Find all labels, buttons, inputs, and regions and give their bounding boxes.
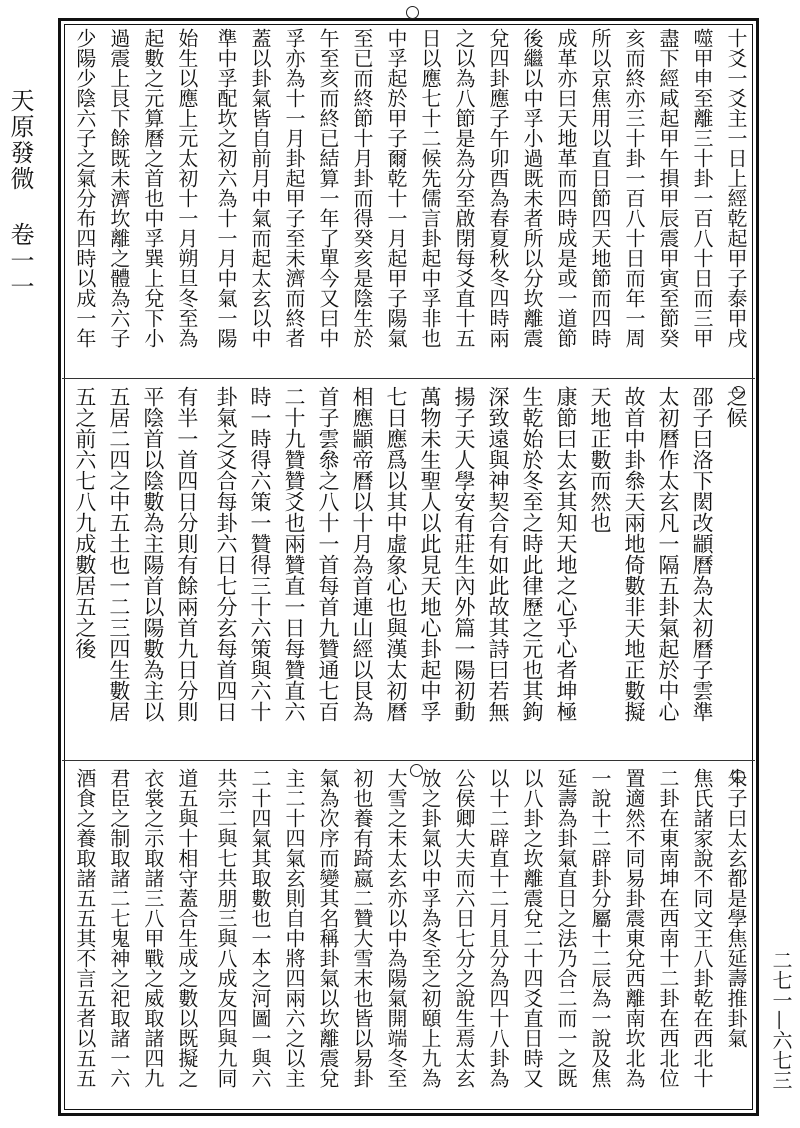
text-column: 相應顓帝曆以十月為首連山經以艮為 [350,386,374,722]
text-column: 之候 [724,386,748,428]
volume-label: 卷一一 [6,222,34,300]
text-column: 首子雲叅之八十一首每首九贊通七百 [316,386,340,722]
text-column: 兌四卦應子午卯酉為春夏秋冬四時兩 [486,28,510,348]
text-column: 成革亦曰天地革而四時成是或一道節 [554,28,578,348]
text-column: 五之前六七八九成數居五之後 [72,386,97,659]
text-column: 朱子曰太玄都是學焦延壽推卦氣 [724,768,748,1048]
text-column: 邵子曰洛下閎改顓曆為太初曆子雲準 [690,386,714,722]
text-column: 少陽少陰六子之氣分布四時以成一年 [72,28,97,348]
text-column: 延壽為卦氣直日之法乃合二而一之既 [554,768,578,1088]
text-column: 二十九贊贊爻也兩贊直一日每贊直六 [282,386,306,722]
circle-mark-icon [406,6,419,19]
text-column: 大雪之末太玄亦以中為陽氣開端冬至 [384,768,408,1088]
margin-book-title [8,88,38,300]
text-column: 至已而終節十月卦而得癸亥是陰生於 [350,28,374,348]
text-column: 君臣之制取諸二七鬼神之祀取諸一六 [106,768,131,1088]
text-column: 以八卦之坎離震兌二十四爻直日時又 [520,768,544,1088]
text-column: 天地正數而然也 [588,386,612,533]
text-column: 衣裳之示取諸三八甲戰之威取諸四九 [140,768,165,1088]
text-column: 氣為次序而變其名稱卦氣以坎離震兌 [316,768,340,1088]
text-column: 置適然不同易卦震東兌西離南坎北為 [622,768,646,1088]
text-column: 七日應爲以其中虛象心也與漢太初曆 [384,386,408,722]
book-title: 天原發微 [6,88,34,192]
text-column: 二十四氣其取數也一本之河圖一與六 [248,768,272,1088]
text-column: 亥而終亦三十卦一百八十日而年一周 [622,28,646,348]
text-column: 蓋以卦氣皆自前月中氣而起太玄以中 [248,28,272,348]
text-column: 主二十四氣玄則自中將四兩六之以主 [282,768,306,1088]
text-column: 始生以應上元太初十一月朔旦冬至為 [174,28,199,348]
text-column: 萬物未生聖人以此見天地心卦起中孚 [418,386,442,722]
text-column: 過震上艮下餘既未濟坎離之體為六子 [106,28,131,348]
panel-divider-top [62,378,755,379]
text-column: 五居二四之中五土也一二三四生數居 [106,386,131,722]
text-column: 噬甲申至離三十卦一百八十日而三甲 [690,28,714,348]
text-column: 放之卦氣以中孚為冬至之初頤上九為 [418,768,442,1088]
text-column: 所以京焦用以直日節四天地節而四時 [588,28,612,348]
text-column: 卦氣之爻合每卦六日七分玄每首四日 [214,386,238,722]
text-column: 深致遠與神契合有如此故其詩曰若無 [486,386,510,722]
margin-page-number: 二七一—六七三 [769,950,793,1090]
text-column: 孚亦為十一月卦起甲子至未濟而終者 [282,28,306,348]
panel-divider-bottom [62,760,755,761]
text-column: 共宗二與七共朋三與八成友四與九同 [214,768,238,1088]
text-panel-top [64,28,753,374]
text-column: 十爻一爻主一日上經乾起甲子泰甲戌 [724,28,748,348]
text-column: 一說十二辟卦分屬十二辰為一說及焦 [588,768,612,1088]
text-column: 康節曰太玄其知天地之心乎心者坤極 [554,386,578,722]
text-column: 日以應七十二候先儒言卦起中孚非也 [418,28,442,348]
text-column: 起數之元算曆之首也中孚巽上兌下小 [140,28,165,348]
text-column: 平陰首以陰數為主陽首以陽數為主以 [140,386,165,722]
text-column: 時一時得六策一贊得三十六策與六十 [248,386,272,722]
text-column: 之以為八節是為分至啟閉每爻直十五 [452,28,476,348]
text-column: 生乾始於冬至之時此律歷之元也其鉤 [520,386,544,722]
text-column: 以十二辟直十二月且分為四十八卦為 [486,768,510,1088]
text-panel-middle [64,386,753,754]
text-column: 揚子天人學安有莊生內外篇一陽初動 [452,386,476,722]
text-column: 盡下經咸起甲午損甲辰震甲寅至節癸 [656,28,680,348]
text-column: 酒食之養取諸五五其不言五者以五五 [72,768,97,1088]
text-column: 有半一首四日分則有餘兩首九日分則 [174,386,199,722]
text-column: 中孚起於甲子爾乾十一月起甲子陽氣 [384,28,408,348]
text-column: 焦氏諸家說不同文王八卦乾在西北十 [690,768,714,1088]
text-column: 太初曆作太玄凡一隔五卦氣起於中心 [656,386,680,722]
text-column: 初也養有踦嬴二贊大雪末也皆以易卦 [350,768,374,1088]
text-column: 道五與十相守蓋合生成之數以既擬之 [174,768,199,1088]
text-column: 後繼以中孚小過既未者所以分坎離震 [520,28,544,348]
text-column: 二卦在東南坤在西南十二卦在西北位 [656,768,680,1088]
text-column: 午至亥而終已結算一年了單今又曰中 [316,28,340,348]
text-panel-bottom [64,768,753,1110]
text-column: 公侯卿大夫而六日七分之說生焉太玄 [452,768,476,1088]
text-column: 準中孚配坎之初六為十一月中氣一陽 [214,28,238,348]
text-column: 故首中卦叅天兩地倚數非天地正數擬 [622,386,646,722]
